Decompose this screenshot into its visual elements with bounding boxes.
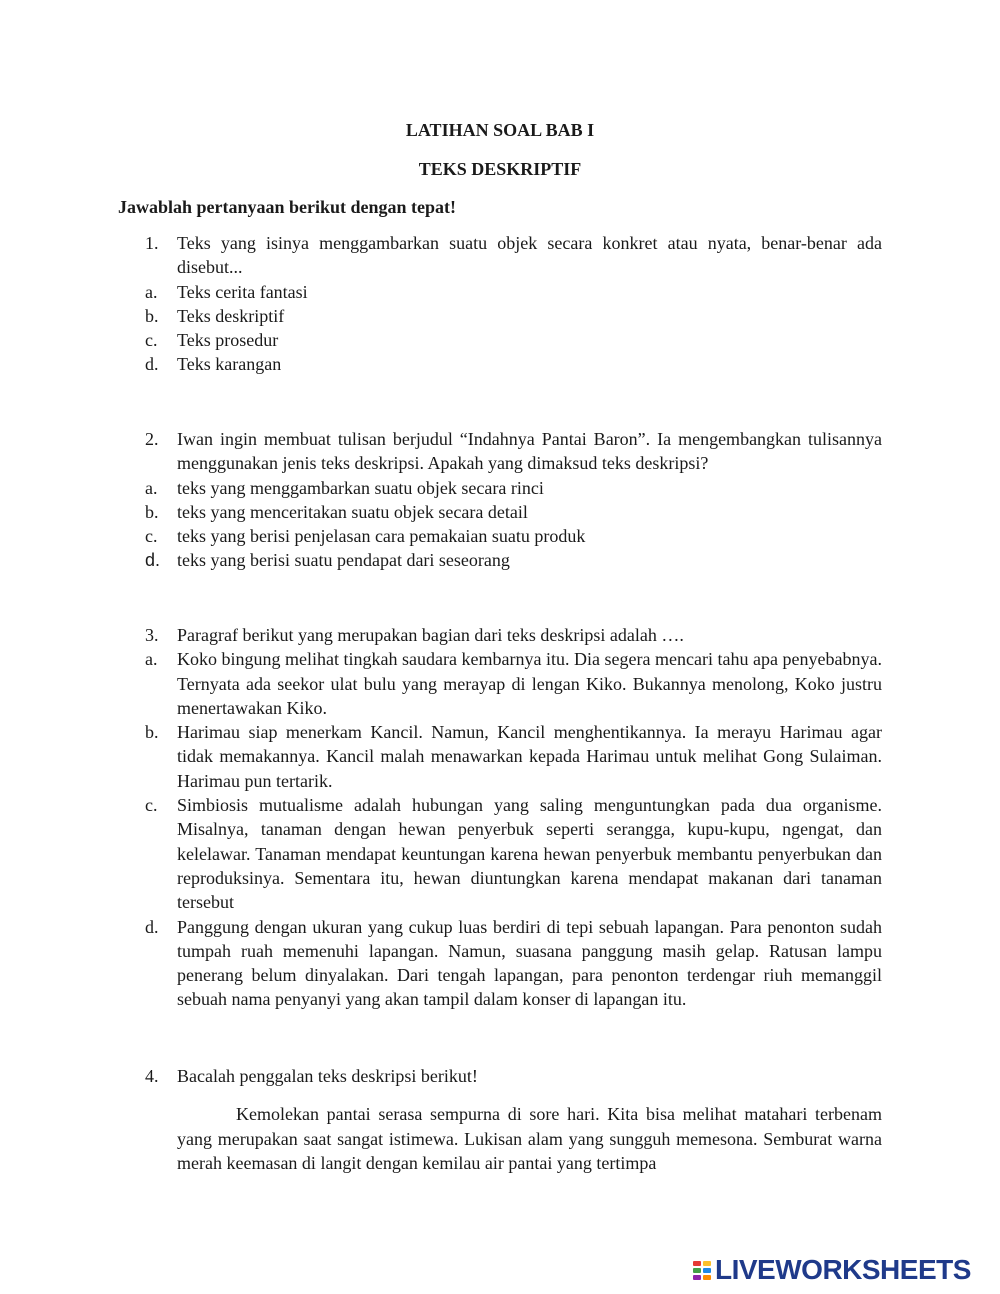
- question-text: Teks yang isinya menggambarkan suatu objek secara konkret atau nyata, benar-benar ada disebut...: [177, 233, 882, 278]
- logo-grid-icon: [693, 1261, 711, 1280]
- question-3: [145, 623, 882, 1012]
- option-marker: a.: [145, 281, 158, 302]
- option-text: teks yang berisi penjelasan cara pemakaian suatu produk: [177, 526, 586, 547]
- question-text: Paragraf berikut yang merupakan bagian dari teks deskripsi adalah ….: [177, 625, 684, 645]
- option-3c[interactable]: [145, 793, 882, 914]
- option-marker: b.: [145, 501, 159, 522]
- question-text: Iwan ingin membuat tulisan berjudul “Indahnya Pantai Baron”. Ia mengembangkan tulisannya menggunakan jenis teks deskripsi. Apakah yang dimaksud teks deskripsi?: [177, 429, 882, 474]
- option-text: Panggung dengan ukuran yang cukup luas berdiri di tepi sebuah lapangan. Para penonton sudah tumpah ruah memenuhi lapangan. Namun, suasana panggung masih gelap. Ratusan lampu penerang belum dinyalakan. Dari tengah lapangan, para penonton terdengar riuh memanggil sebuah nama penyanyi yang akan tampil dalam konser di lapangan itu.: [177, 916, 882, 1010]
- instruction: Jawablah pertanyaan berikut dengan tepat!: [118, 197, 457, 217]
- question-text: Bacalah penggalan teks deskripsi berikut!: [177, 1066, 478, 1086]
- option-marker: a.: [145, 477, 158, 498]
- question-4-stem: [145, 1064, 882, 1088]
- option-1c[interactable]: [145, 328, 882, 352]
- option-marker: b.: [145, 305, 159, 326]
- option-marker: c.: [145, 330, 158, 351]
- option-1d[interactable]: [145, 352, 882, 376]
- option-marker: d.: [145, 354, 159, 375]
- option-marker: a.: [145, 649, 158, 670]
- option-text: Harimau siap menerkam Kancil. Namun, Kancil menghentikannya. Ia merayu Harimau agar tidak memakannya. Kancil malah menawarkan kepada Harimau untuk melihat Gong Sulaiman. Harimau pun tertarik.: [177, 722, 882, 791]
- question-4: [145, 1064, 882, 1175]
- question-2-stem: [145, 427, 882, 476]
- page-subtitle: TEKS DESKRIPTIF: [418, 159, 582, 179]
- option-marker: d.: [145, 916, 159, 937]
- question-3-stem: [145, 623, 882, 647]
- option-1a[interactable]: [145, 280, 882, 304]
- question-number: 4.: [145, 1066, 159, 1086]
- option-text: Simbiosis mutualisme adalah hubungan yang saling menguntungkan pada dua organisme. Misalnya, tanaman dengan hewan penyerbuk seperti serangga, kupu-kupu, ngengat, dan kelelawar. Tanaman mendapat keuntungan karena hewan penyerbuk membantu penyerbukan dan reproduksinya. Sementara itu, hewan diuntungkan karena mendapat makanan dari tanaman tersebut: [177, 795, 882, 913]
- question-number: 2.: [145, 429, 159, 449]
- option-text: Teks prosedur: [177, 330, 279, 351]
- reading-passage: Kemolekan pantai serasa sempurna di sore hari. Kita bisa melihat matahari terbenam yang merupakan saat sangat istimewa. Lukisan alam yang sungguh memesona. Semburat warna merah keemasan di langit dengan kemilau air pantai yang tertimpa: [177, 1104, 882, 1173]
- option-2d[interactable]: [145, 548, 882, 572]
- question-number: 3.: [145, 625, 159, 645]
- option-text: Teks karangan: [177, 354, 282, 375]
- option-text: teks yang berisi suatu pendapat dari seseorang: [177, 550, 510, 571]
- question-1: [145, 231, 882, 377]
- option-2b[interactable]: [145, 500, 882, 524]
- option-2c[interactable]: [145, 524, 882, 548]
- option-2a[interactable]: [145, 476, 882, 500]
- question-number: 1.: [145, 233, 159, 253]
- liveworksheets-logo[interactable]: [693, 1254, 971, 1285]
- page-title: LATIHAN SOAL BAB I: [405, 120, 595, 140]
- option-marker: d.: [145, 550, 161, 571]
- option-text: Teks cerita fantasi: [177, 281, 308, 302]
- option-text: teks yang menggambarkan suatu objek secara rinci: [177, 477, 544, 498]
- option-3d[interactable]: [145, 915, 882, 1012]
- option-marker: b.: [145, 722, 159, 743]
- logo-text: LIVEWORKSHEETS: [715, 1254, 971, 1285]
- option-marker: c.: [145, 795, 158, 816]
- option-text: Koko bingung melihat tingkah saudara kembarnya itu. Dia segera mencari tahu apa penyebabnya. Ternyata ada seekor ulat bulu yang merayap di lengan Kiko. Bukannya menolong, Koko justru menertawakan Kiko.: [177, 649, 882, 718]
- question-2: [145, 427, 882, 573]
- option-marker: c.: [145, 526, 158, 547]
- option-text: Teks deskriptif: [177, 305, 285, 326]
- option-3a[interactable]: [145, 647, 882, 720]
- option-text: teks yang menceritakan suatu objek secara detail: [177, 501, 528, 522]
- option-3b[interactable]: [145, 720, 882, 793]
- question-1-stem: [145, 231, 882, 280]
- option-1b[interactable]: [145, 304, 882, 328]
